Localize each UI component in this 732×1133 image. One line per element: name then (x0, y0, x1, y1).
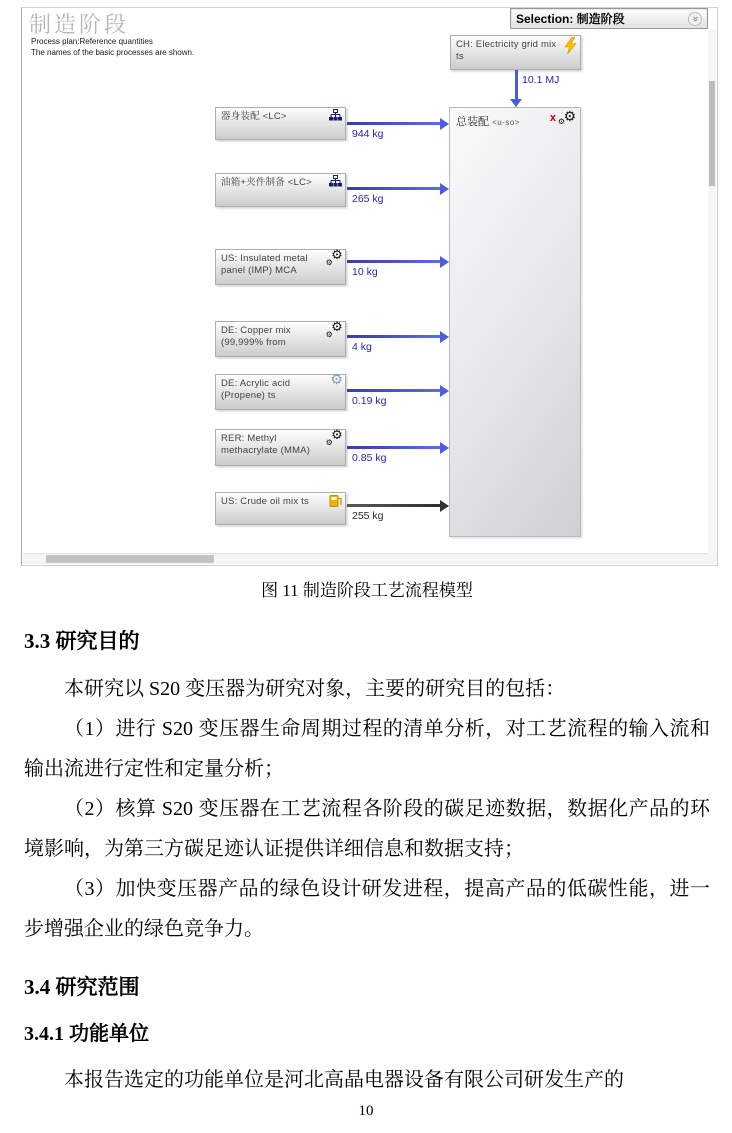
selection-label: Selection: 制造阶段 (516, 12, 625, 26)
heading-3-4-1: 3.4.1 功能单位 (24, 1023, 149, 1045)
paragraph-functional-unit: 本报告选定的功能单位是河北高晶电器设备有限公司研发生产的 (64, 1069, 624, 1091)
assembly-header (450, 108, 580, 129)
flow-arrowhead-electricity (510, 99, 522, 107)
process-box-imp[interactable] (215, 249, 346, 285)
process-label: CH: Electricity grid mix ts (456, 39, 557, 62)
process-label: US: Insulated metal panel (IMP) MCA (221, 253, 308, 276)
process-box-electricity[interactable] (450, 35, 581, 70)
flow-value: 4 kg (352, 341, 372, 353)
flow-arrow (347, 446, 441, 449)
process-label: DE: Copper mix (99,999% from (221, 325, 291, 348)
paragraph-intro: 本研究以 S20 变压器为研究对象，主要的研究目的包括： (64, 678, 566, 700)
paragraph-objective-2: （2）核算 S20 变压器在工艺流程各阶段的碳足迹数据，数据化产品的环境影响，为第三方碳足迹认证提供详细信息和数据支持； (24, 798, 710, 860)
flow-arrow-dark (347, 504, 441, 507)
paragraph-objective-3: （3）加快变压器产品的绿色设计研发进程，提高产品的低碳性能，进一步增强企业的绿色竞争力。 (24, 878, 710, 940)
chevron-down-icon[interactable]: « (688, 12, 702, 26)
gear-icon: ⚙ (563, 109, 576, 125)
lightning-icon (563, 37, 578, 58)
process-box-tank[interactable] (215, 173, 346, 207)
plan-icon (328, 109, 343, 127)
process-box-body-assembly[interactable] (215, 107, 346, 140)
gears-icon: ⚙ ⚙ (325, 428, 343, 447)
gears-icon: ⚙ ⚙ (325, 248, 343, 267)
paragraph-objective-1: （1）进行 S20 变压器生命周期过程的清单分析，对工艺流程的输入流和输出流进行定性和定量分析； (24, 718, 710, 780)
plan-subtitle-2: The names of the basic processes are shown. (31, 48, 195, 57)
flow-arrow-electricity (515, 70, 518, 100)
gabi-plan-panel (21, 7, 718, 566)
assembly-suffix: <u-so> (492, 118, 520, 127)
process-label: US: Crude oil mix ts (221, 496, 309, 507)
flow-value: 10 kg (352, 266, 378, 278)
process-box-copper[interactable] (215, 321, 346, 357)
selection-dropdown[interactable] (510, 8, 708, 29)
page-number: 10 (358, 1103, 374, 1119)
assembly-name: 总装配 (456, 116, 489, 128)
vertical-scrollbar[interactable] (708, 29, 716, 555)
process-label: 器身装配 <LC> (221, 111, 287, 122)
vertical-scrollbar-thumb[interactable] (709, 81, 715, 186)
process-label: DE: Acrylic acid (Propene) ts (221, 378, 291, 401)
horizontal-scrollbar[interactable] (23, 553, 717, 564)
gears-icon: ⚙ ⚙ (325, 320, 343, 339)
document-body (24, 576, 710, 1100)
gear-outline-icon: ⚙ (330, 372, 343, 388)
plan-icon (328, 175, 343, 193)
flow-arrow (347, 335, 441, 338)
process-label: 油箱+夹件制备 <LC> (221, 177, 312, 188)
process-label: RER: Methyl methacrylate (MMA) (221, 433, 311, 456)
gear-small-icon: ⚙ (557, 117, 565, 126)
flow-value: 944 kg (352, 128, 384, 140)
process-box-assembly[interactable] (449, 107, 581, 537)
process-box-crude-oil[interactable] (215, 492, 346, 525)
plan-title: 制造阶段 (29, 12, 130, 37)
flow-value: 265 kg (352, 193, 384, 205)
flow-value: 255 kg (352, 510, 384, 522)
heading-3-4: 3.4 研究范围 (24, 975, 140, 999)
plan-subtitle-1: Process plan:Reference quantities (31, 37, 153, 46)
process-box-acrylic[interactable] (215, 374, 346, 410)
delete-icon[interactable]: x (549, 112, 556, 124)
horizontal-scrollbar-thumb[interactable] (46, 555, 214, 563)
flow-arrow (347, 122, 441, 125)
figure-caption: 图 11 制造阶段工艺流程模型 (261, 581, 473, 600)
fuel-pump-icon (329, 494, 343, 512)
flow-value: 0.19 kg (352, 395, 387, 407)
flow-arrow (347, 260, 441, 263)
flow-value-electricity: 10.1 MJ (522, 74, 560, 86)
process-box-mma[interactable] (215, 429, 346, 466)
flow-arrow (347, 389, 441, 392)
flow-arrow (347, 187, 441, 190)
heading-3-3: 3.3 研究目的 (24, 629, 140, 653)
flow-value: 0.85 kg (352, 452, 387, 464)
